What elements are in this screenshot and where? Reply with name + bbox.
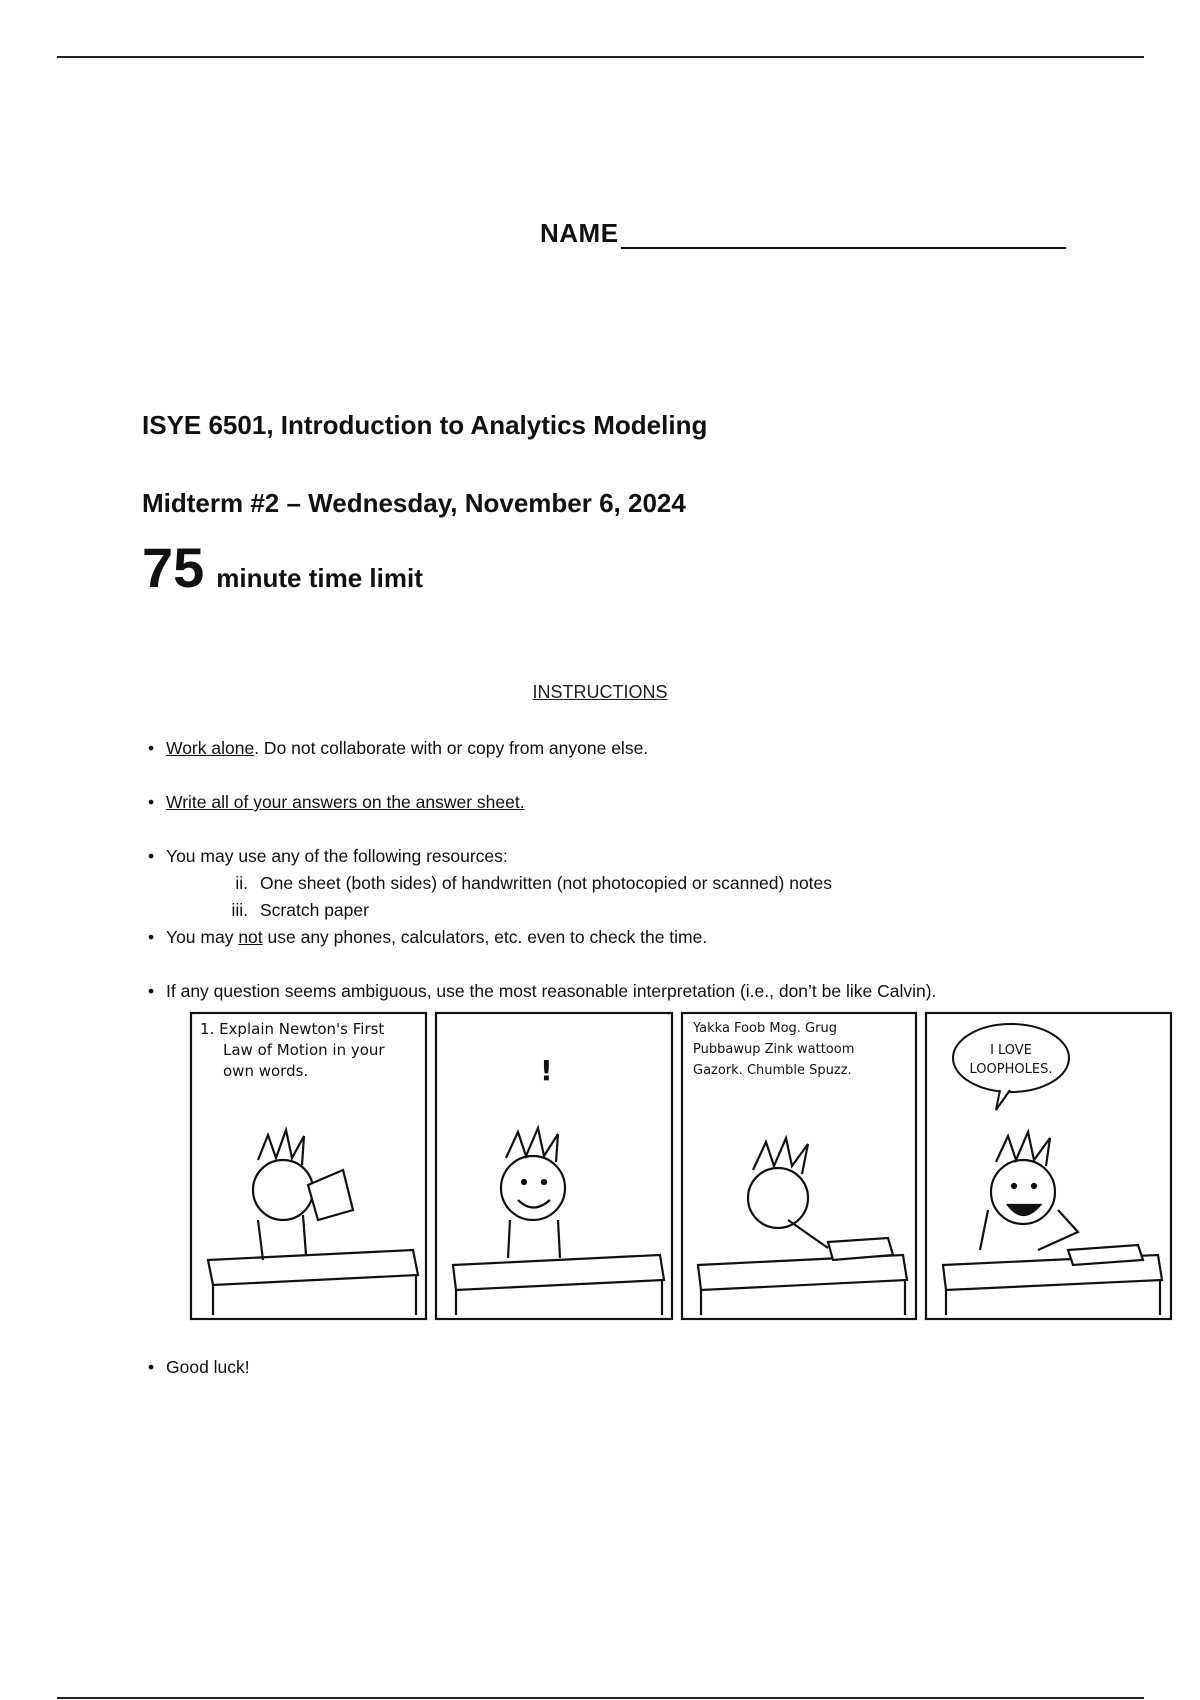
panel3-caption-3: Gazork. Chumble Spuzz. <box>693 1063 852 1078</box>
panel1-caption-2: Law of Motion in your <box>223 1041 385 1059</box>
bullet-work-alone: • Work alone. Do not collaborate with or copy from anyone else. <box>148 738 649 758</box>
course-title: ISYE 6501, Introduction to Analytics Modeling <box>142 410 708 440</box>
instructions-heading: INSTRUCTIONS <box>532 682 668 702</box>
panel4-bubble-2: LOOPHOLES. <box>969 1062 1053 1077</box>
panel1-caption-1: 1. Explain Newton's First <box>200 1020 385 1038</box>
panel4-bubble-1: I LOVE <box>990 1043 1032 1058</box>
name-label: NAME <box>540 218 619 248</box>
work-alone-text: . Do not collaborate with or copy from anyone else. <box>254 738 649 758</box>
work-alone-emphasis: Work alone <box>166 738 255 758</box>
bullet-no-phones: • You may not use any phones, calculators, etc. even to check the time. <box>148 927 708 947</box>
no-phones-post: use any phones, calculators, etc. even to check the time. <box>262 927 708 947</box>
comic-artwork <box>208 1128 1162 1315</box>
time-limit-text: minute time limit <box>216 563 423 593</box>
bottom-rule <box>57 1697 1144 1699</box>
panel2-exclaim: ! <box>540 1054 553 1087</box>
panel3-caption-1: Yakka Foob Mog. Grug <box>693 1021 837 1036</box>
resource-text: One sheet (both sides) of handwritten (not photocopied or scanned) notes <box>260 873 833 893</box>
ambiguous-text: If any question seems ambiguous, use the most reasonable interpretation (i.e., don’t be like Calvin). <box>166 981 937 1001</box>
bullet-good-luck: • Good luck! <box>148 1357 250 1377</box>
resources-text: You may use any of the following resources: <box>166 846 508 866</box>
resource-number: iii. <box>231 900 248 920</box>
good-luck-text: Good luck! <box>166 1357 250 1377</box>
name-blank-line[interactable] <box>621 221 1066 249</box>
time-limit-number: 75 <box>142 536 205 599</box>
panel1-caption-3: own words. <box>223 1062 309 1080</box>
resource-item <box>214 873 832 894</box>
name-field <box>540 218 1066 249</box>
resource-number: ii. <box>235 873 248 893</box>
exam-title: Midterm #2 – Wednesday, November 6, 2024 <box>142 488 686 518</box>
bullet-answer-sheet: • Write all of your answers on the answer sheet. <box>148 792 525 812</box>
answer-sheet-text: Write all of your answers on the answer sheet. <box>166 792 525 812</box>
not-emphasis: not <box>238 927 263 947</box>
time-limit <box>142 536 423 599</box>
panel3-caption-2: Pubbawup Zink wattoom <box>693 1042 855 1057</box>
resource-item <box>214 900 369 921</box>
resource-text: Scratch paper <box>260 900 369 920</box>
bullet-resources: • You may use any of the following resources: <box>148 846 508 866</box>
no-phones-pre: You may <box>166 927 239 947</box>
top-rule <box>57 56 1144 58</box>
bullet-ambiguous: • If any question seems ambiguous, use the most reasonable interpretation (i.e., don’t be like Calvin). <box>148 981 937 1001</box>
calvin-comic-strip <box>188 1010 1174 1322</box>
